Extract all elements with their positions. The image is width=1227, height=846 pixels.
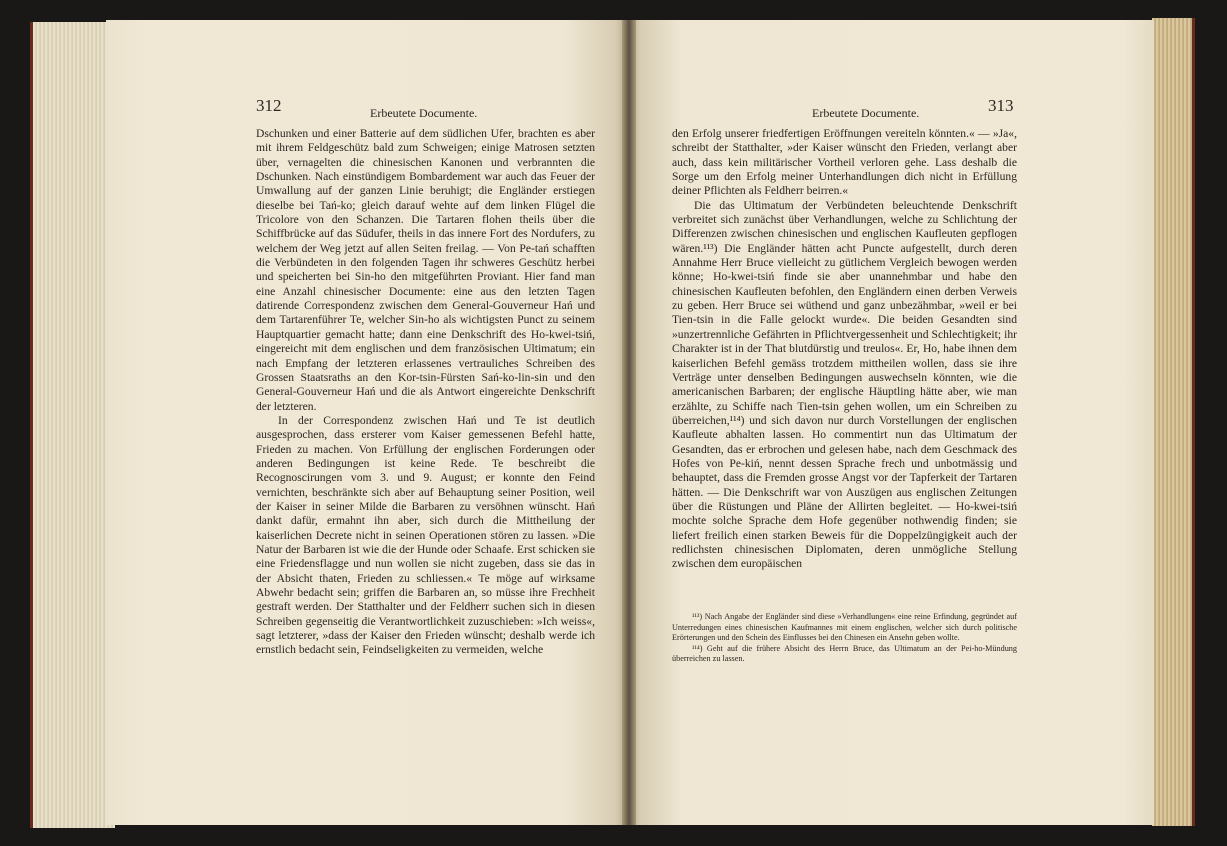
right-page-number: 313 xyxy=(988,96,1014,115)
right-running-title: Erbeutete Documente. xyxy=(812,106,920,120)
page-edges-left xyxy=(30,22,115,828)
paragraph: Dschunken und einer Batterie auf dem südlichen Ufer, brachten es aber mit ihrem Feldgeschütz bald zum Schweigen; einige Matrosen setzten über, vernagelten die chinesischen Kanonen und verbrannten die Dschunken. Nach einstündigem Bombardement war auch das Feuer der Umwallung auf der ganzen Linie beruhigt; die Engländer erstiegen dieselbe bei Tań-ko; gleich darauf wehte auf dem linken Flügel die Tricolore von den Schanzen. Die Tartaren flohen theils über die Schiffbrücke auf das Südufer, theils in das innere Fort des Nordufers, zu welchem der Weg jetzt auf allen Seiten freilag. — Von Pe-tań schafften die Verbündeten in den folgenden Tagen ihr schweres Geschütz herbei und speicherten bei Sin-ho den mitgeführten Proviant. Hier fand man eine Anzahl chinesischer Documente: eine aus den letzten Tagen datirende Correspondenz zwischen dem General-Gouverneur Hań und dem Tartarenführer Te, welcher Sin-ho als wichtigsten Punct zu seinem Hauptquartier gemacht hatte; dann eine Denkschrift des Ho-kwei-tsiń, eingereicht mit dem englischen und dem französischen Ultimatum; ein nach Empfang der letzteren erlassenes vertrauliches Schreiben des Grossen Staatsraths an den Kor-tsin-Fürsten Sań-ko-lin-sin und den General-Gouverneur Hań und die als Antwort eingereichte Denkschrift der letzteren. xyxy=(256,127,595,413)
left-page-number: 312 xyxy=(256,96,282,115)
footnote-113: ¹¹³) Nach Angabe der Engländer sind diese »Verhandlungen« eine reine Erfindung, gegründet auf Unterredungen eines chinesischen Kaufmannes mit einem englischen, welcher sich durch politische Erörterungen und den Schein des Einflusses bei den Chinesen ein Ansehn geben wollte. xyxy=(672,612,1017,643)
footnote-114: ¹¹⁴) Geht auf die frühere Absicht des Herrn Bruce, das Ultimatum an der Pei-ho-Mündung überreichen zu lassen. xyxy=(672,643,1017,664)
paragraph: In der Correspondenz zwischen Hań und Te ist deutlich ausgesprochen, dass ersterer vom Kaiser gemessenen Befehl hatte, Frieden zu machen. Von Erfüllung der englischen Forderungen oder anderen Bedingungen ist keine Rede. Te beschreibt die Recognoscirungen vom 3. und 9. August; er konnte den Feind vernichten, beschränkte sich aber auf Behauptung seiner Position, weil der Kaiser in seiner Milde die Barbaren zu versöhnen wünscht. Hań dankt dafür, ermahnt ihn aber, sich durch die Mittheilung der kaiserlichen Decrete nicht in seinen Operationen stören zu lassen. »Die Natur der Barbaren ist wie die der Hunde oder Schaafe. Erst schicken sie eine Friedensflagge und nun wollen sie nicht zugeben, dass sie das in der Absicht thaten, Frieden zu schliessen.« Te möge auf wirksame Abwehr bedacht sein; griffen die Barbaren an, so müsse ihre Frechheit gestraft werden. Der Statthalter und der Feldherr suchen sich in diesen Schreiben gegenseitig die Verantwortlichkeit zuzuschieben: »Ich weiss«, sagt letzterer, »dass der Kaiser den Frieden wünscht; deshalb werde ich ernstlich bedacht sein, Feindseligkeiten zu vermeiden, welche xyxy=(256,413,595,657)
right-text-column xyxy=(672,127,1017,572)
paragraph: Die das Ultimatum der Verbündeten beleuchtende Denkschrift verbreitet sich zunächst über Verhandlungen, welche zu Schlichtung der Differenzen zwischen chinesischen und englischen Kaufleuten gepflogen wären.¹¹³) Die Engländer hätten acht Puncte aufgestellt, durch deren Annahme Herr Bruce vielleicht zu gütlichem Vergleich bewogen werden könne; Ho-kwei-tsiń finde sie aber unannehmbar und habe den chinesischen Kaufleuten befohlen, den Engländern einen derben Verweis zu geben. Herr Bruce sei wüthend und ganz unbezähmbar, »weil er bei Tien-tsin in die Falle gelockt wurde«. Die beiden Gesandten sind »unzertrennliche Gefährten in Pflichtvergessenheit und Schlechtigkeit; ihr Charakter ist in der That blutdürstig und treulos«. Er, Ho, habe ihnen dem kaiserlichen Befehl gemäss trotzdem mittheilen wollen, dass sie ihre Verträge unter denselben Bedingungen auswechseln könnten, wie die americanischen Barbaren; der englische Häuptling hätte aber, wie man erzählte, zu Schiffe nach Tien-tsin gehen wollen, um ein Schreiben zu überreichen,¹¹⁴) und sich davon nur durch Vorstellungen der englischen Kaufleute abhalten lassen. Ho commentirt nun das Ultimatum der Gesandten, das er erbrochen und gelesen habe, nach dem Geschmack des Hofes von Pe-kiń, nennt dessen Sprache frech und unbotmässig und behauptet, dass die Fremden grosse Angst vor der Tapferkeit der Tartaren hätten. — Die Denkschrift war von Auszügen aus englischen Zeitungen über die Rüstungen und Pläne der Allirten begleitet. — Ho-kwei-tsiń mochte solche Sprache dem Hofe gegenüber nothwendig finden; sie liefert freilich einen starken Beweis für die Doppelzüngigkeit auch der redlichsten chinesischen Diplomaten, deren unmögliche Stellung zwischen dem europäischen xyxy=(672,198,1017,571)
page-edges-right xyxy=(1152,18,1195,826)
paragraph: den Erfolg unserer friedfertigen Eröffnungen vereiteln könnten.« — »Ja«, schreibt der Statthalter, »der Kaiser wünscht den Frieden, verlangt aber auch, dass kein militärischer Vortheil verloren gehe. Lass deshalb die Sorge um den Erfolg meiner Unterhandlungen dich nicht in Erfüllung deiner Pflichten als Feldherr beirren.« xyxy=(672,127,1017,198)
footnotes xyxy=(672,612,1017,665)
left-running-title: Erbeutete Documente. xyxy=(370,106,478,120)
book-gutter xyxy=(622,20,636,825)
left-text-column xyxy=(256,127,595,658)
